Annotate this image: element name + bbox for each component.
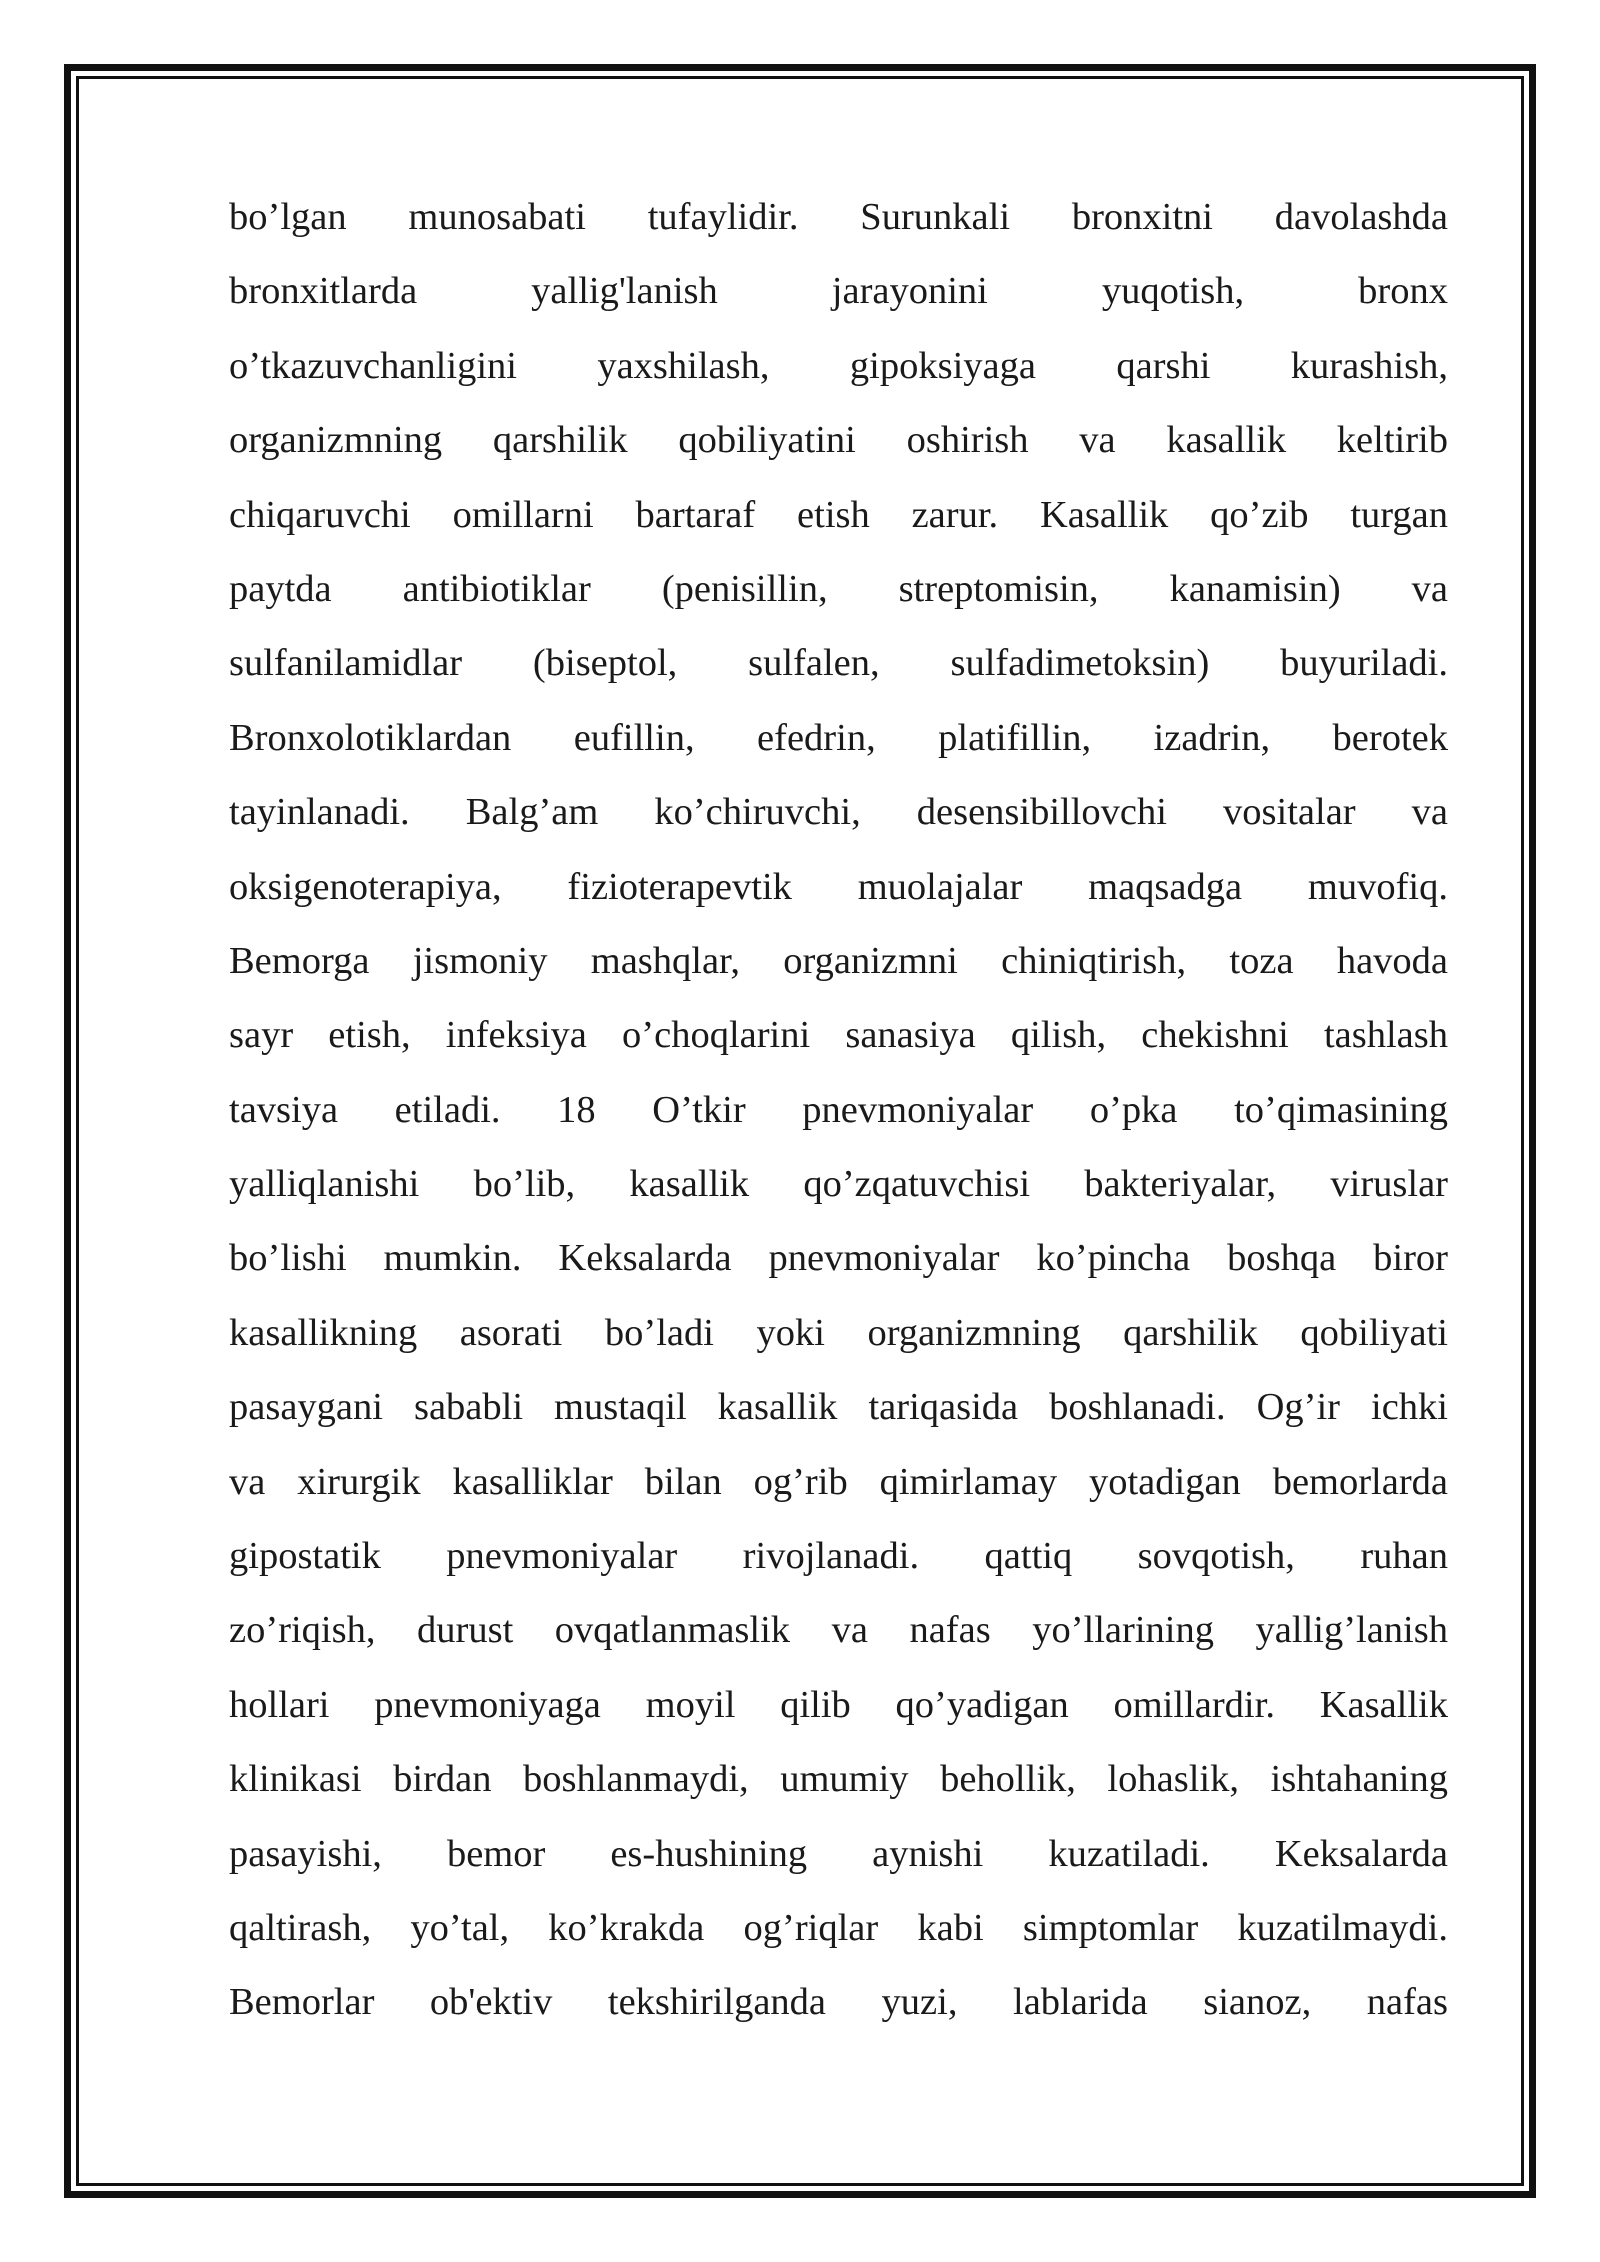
- text-line: gipostatik pnevmoniyalar rivojlanadi. qattiq sovqotish, ruhan: [229, 1535, 1448, 1578]
- text-line: zo’riqish, durust ovqatlanmaslik va nafas yo’llarining yallig’lanish: [229, 1609, 1448, 1652]
- text-line: sulfanilamidlar (biseptol, sulfalen, sulfadimetoksin) buyuriladi.: [229, 642, 1448, 685]
- text-line: pasayishi, bemor es-hushining aynishi kuzatiladi. Keksalarda: [229, 1832, 1448, 1875]
- body-text: [229, 187, 1448, 2047]
- text-line: Bronxolotiklardan eufillin, efedrin, platifillin, izadrin, berotek: [229, 716, 1448, 759]
- text-line: tayinlanadi. Balg’am ko’chiruvchi, desensibillovchi vositalar va: [229, 791, 1448, 834]
- text-line: oksigenoterapiya, fizioterapevtik muolajalar maqsadga muvofiq.: [229, 865, 1448, 908]
- text-line: bronxitlarda yallig'lanish jarayonini yuqotish, bronx: [229, 270, 1448, 313]
- text-line: Bemorga jismoniy mashqlar, organizmni chiniqtirish, toza havoda: [229, 939, 1448, 982]
- text-line: klinikasi birdan boshlanmaydi, umumiy behollik, lohaslik, ishtahaning: [229, 1758, 1448, 1801]
- text-line: paytda antibiotiklar (penisillin, streptomisin, kanamisin) va: [229, 567, 1448, 610]
- text-line: va xirurgik kasalliklar bilan og’rib qimirlamay yotadigan bemorlarda: [229, 1460, 1448, 1503]
- text-line: pasaygani sababli mustaqil kasallik tariqasida boshlanadi. Og’ir ichki: [229, 1386, 1448, 1429]
- text-line: sayr etish, infeksiya o’choqlarini sanasiya qilish, chekishni tashlash: [229, 1014, 1448, 1057]
- text-line: Bemorlar ob'ektiv tekshirilganda yuzi, lablarida sianoz, nafas: [229, 1981, 1448, 2024]
- text-line: yalliqlanishi bo’lib, kasallik qo’zqatuvchisi bakteriyalar, viruslar: [229, 1163, 1448, 1206]
- text-line: organizmning qarshilik qobiliyatini oshirish va kasallik keltirib: [229, 419, 1448, 462]
- text-line: kasallikning asorati bo’ladi yoki organizmning qarshilik qobiliyati: [229, 1311, 1448, 1354]
- text-line: tavsiya etiladi. 18 O’tkir pnevmoniyalar o’pka to’qimasining: [229, 1088, 1448, 1131]
- text-line: bo’lgan munosabati tufaylidir. Surunkali bronxitni davolashda: [229, 196, 1448, 238]
- text-line: qaltirash, yo’tal, ko’krakda og’riqlar kabi simptomlar kuzatilmaydi.: [229, 1906, 1448, 1949]
- text-line: hollari pnevmoniyaga moyil qilib qo’yadigan omillardir. Kasallik: [229, 1683, 1448, 1726]
- text-line: o’tkazuvchanligini yaxshilash, gipoksiyaga qarshi kurashish,: [229, 344, 1448, 387]
- text-line: chiqaruvchi omillarni bartaraf etish zarur. Kasallik qo’zib turgan: [229, 493, 1448, 536]
- text-line: bo’lishi mumkin. Keksalarda pnevmoniyalar ko’pincha boshqa biror: [229, 1237, 1448, 1280]
